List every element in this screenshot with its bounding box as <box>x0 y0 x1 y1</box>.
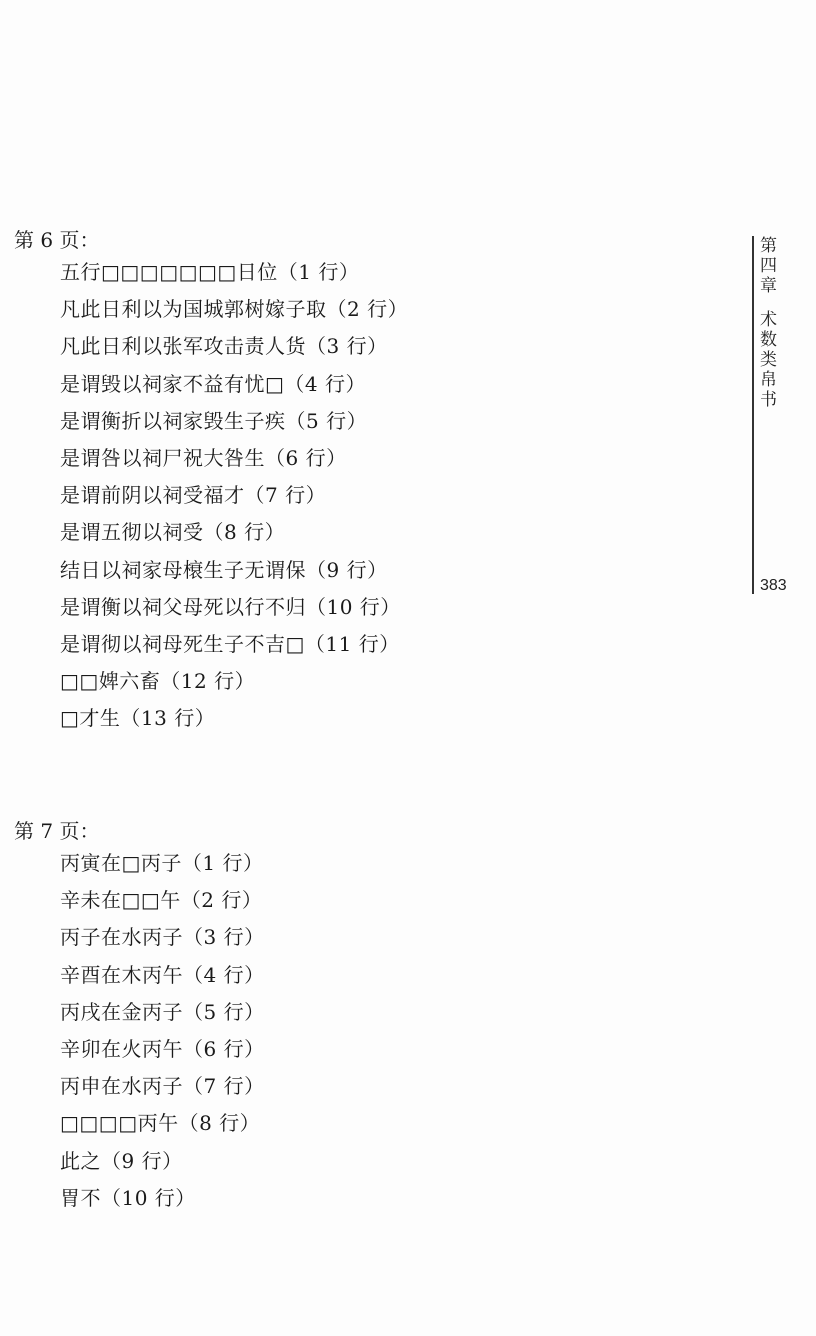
text-line: 辛酉在木丙午（4 行） <box>60 962 265 987</box>
text-line: 丙寅在□丙子（1 行） <box>60 851 264 875</box>
text-line: 结日以祠家母榱生子无谓保（9 行） <box>60 557 388 582</box>
chapter-char: 第 <box>760 236 777 256</box>
chapter-title-char: 术 <box>760 310 777 330</box>
chapter-title-char: 帛 <box>760 370 777 390</box>
chapter-side-tab <box>760 236 790 410</box>
text-line: 是谓衡以祠父母死以行不归（10 行） <box>60 594 401 619</box>
text-line: 是谓毁以祠家不益有忧□（4 行） <box>60 371 366 396</box>
section-heading: 第 7 页： <box>14 819 100 843</box>
line-list <box>60 260 408 743</box>
text-line: □□□□丙午（8 行） <box>60 1111 261 1136</box>
text-line: 凡此日利以张军攻击责人货（3 行） <box>60 334 388 359</box>
chapter-title-char: 数 <box>760 330 777 350</box>
text-line: 辛卯在火丙午（6 行） <box>60 1036 265 1061</box>
text-line: □才生（13 行） <box>60 706 216 731</box>
line-list <box>60 851 265 1223</box>
text-line: 是谓前阴以祠受福才（7 行） <box>60 483 327 508</box>
text-line: 凡此日利以为国城郭树嫁子取（2 行） <box>60 297 409 322</box>
text-line: 胃不（10 行） <box>60 1185 196 1210</box>
text-line: □□婢六畜（12 行） <box>60 669 256 694</box>
text-line: 丙戌在金丙子（5 行） <box>60 999 265 1024</box>
text-line: 是谓咎以祠尸祝大咎生（6 行） <box>60 445 347 470</box>
text-line: 辛未在□□午（2 行） <box>60 888 263 913</box>
chapter-title-char: 类 <box>760 350 777 370</box>
text-line: 五行□□□□□□□日位（1 行） <box>60 260 360 284</box>
text-line: 丙子在水丙子（3 行） <box>60 925 265 950</box>
chapter-char: 四 <box>760 256 777 276</box>
text-line: 是谓衡折以祠家毁生子疾（5 行） <box>60 408 368 433</box>
text-line: 是谓五彻以祠受（8 行） <box>60 520 286 545</box>
page-number: 383 <box>760 577 787 594</box>
section-heading: 第 6 页： <box>14 228 100 252</box>
text-line: 此之（9 行） <box>60 1148 183 1173</box>
text-line: 是谓彻以祠母死生子不吉□（11 行） <box>60 631 400 656</box>
text-line: 丙申在水丙子（7 行） <box>60 1074 265 1099</box>
chapter-title-char: 书 <box>760 390 777 410</box>
margin-rule <box>752 236 754 594</box>
chapter-char: 章 <box>760 276 777 296</box>
